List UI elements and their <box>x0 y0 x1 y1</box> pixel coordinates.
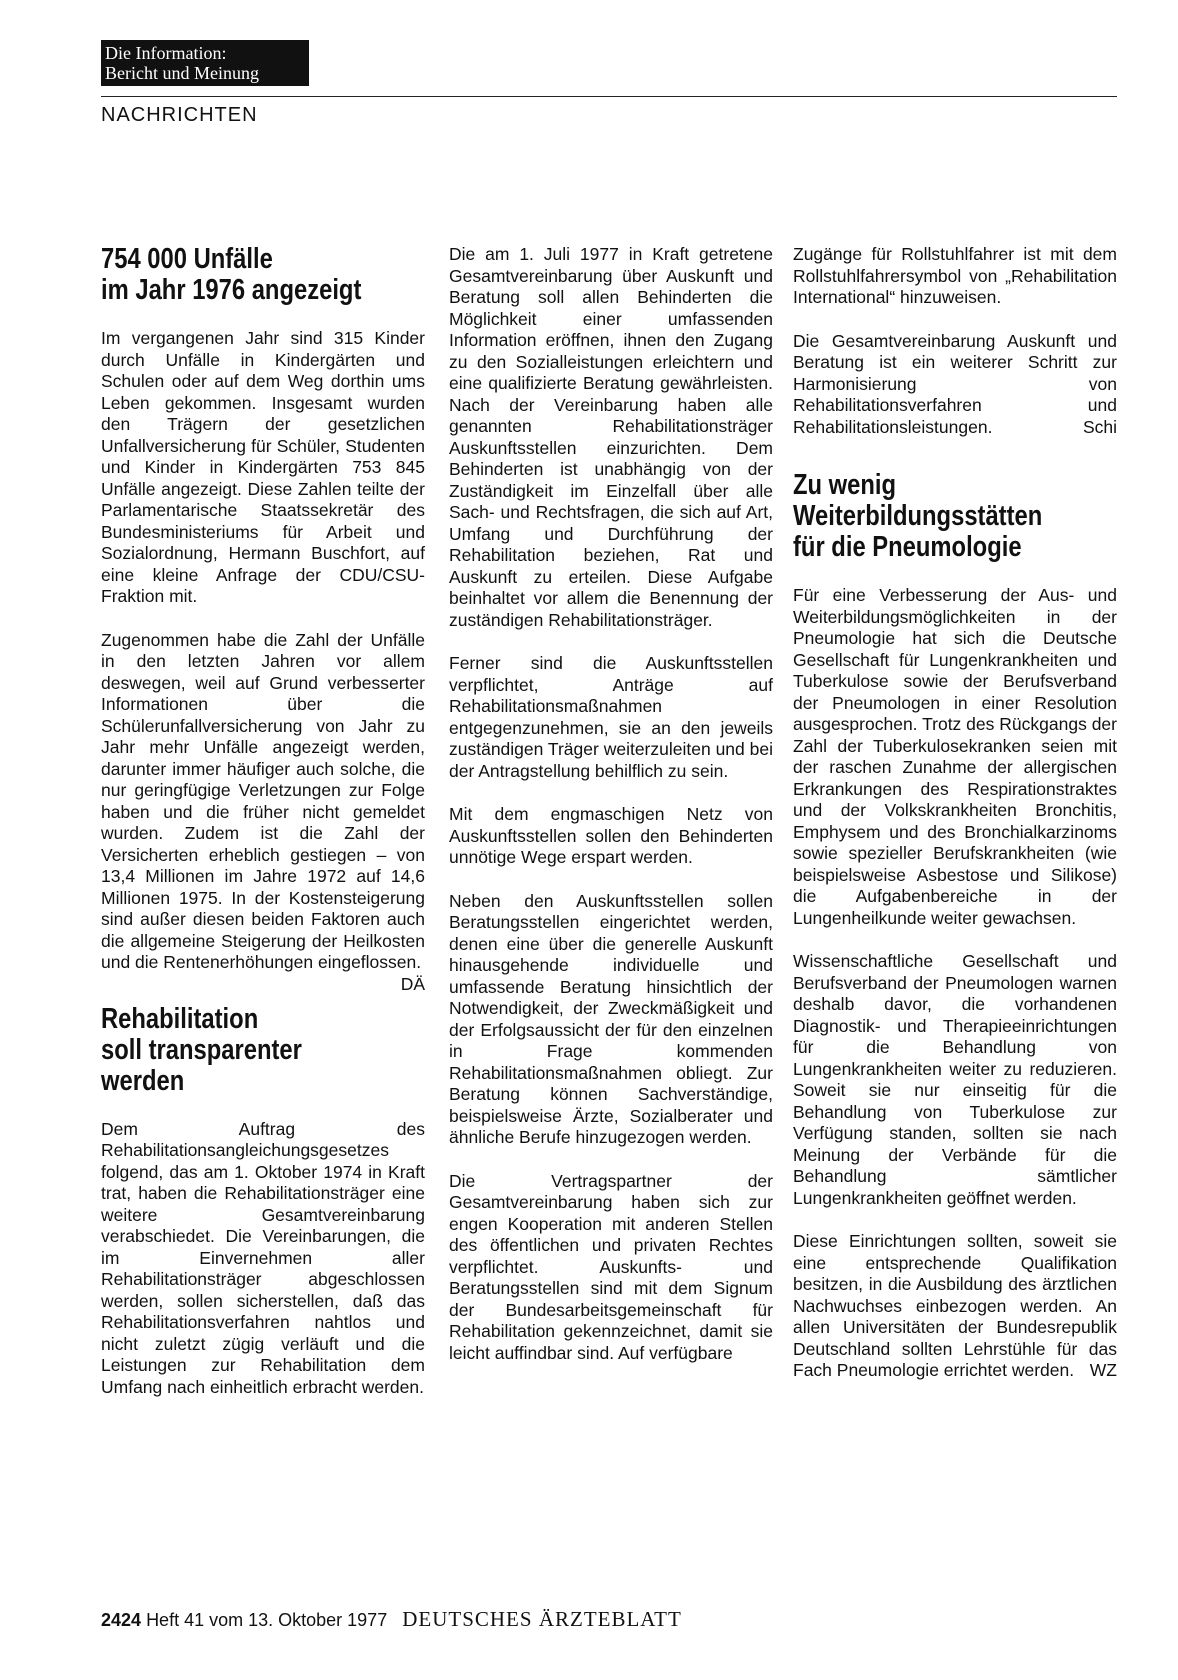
headline-line: soll transparenter <box>101 1033 302 1066</box>
article-2-paragraph: Ferner sind die Auskunftsstellen verpflichtet, Anträge auf Rehabilitationsmaßnahmen entgegenzunehmen, sie an den jeweils zuständigen Träger weiterzuleiten und bei der Antragstellung behilflich zu sein. <box>449 653 773 781</box>
article-1-paragraph: Im vergangenen Jahr sind 315 Kinder durch Unfälle in Kindergärten und Schulen oder auf dem Weg dorthin ums Leben gekommen. Insgesamt wurden den Trägern der gesetzlichen Unfallversicherung für Schüler, Studenten und Kinder in Kindergärten 753 845 Unfälle angezeigt. Diese Zahlen teilte der Parlamentarische Staatssekretär des Bundesministeriums für Arbeit und Sozialordnung, Hermann Buschfort, auf eine kleine Anfrage der CDU/CSU-Fraktion mit. <box>101 328 425 606</box>
article-3-paragraph: Für eine Verbesserung der Aus- und Weiterbildungsmöglichkeiten in der Pneumologie hat sich die Deutsche Gesellschaft für Lungenkrankheiten und Tuberkulose sowie der Berufsverband der Pneumologen in einer Resolution ausgesprochen. Trotz des Rückgangs der Zahl der Tuberkulosekranken seien mit der raschen Zunahme der allergischen Erkrankungen des Respirationstraktes und der Volkskrankheiten Bronchitis, Emphysem und des Bronchialkarzinoms sowie spezieller Berufskrankheiten (wie beispielsweise Asbestose und Silikose) die Aufgabenbereiche in der Lungenheilkunde weiter gewachsen. <box>793 585 1117 928</box>
article-2-paragraph: Zugänge für Rollstuhlfahrer ist mit dem Rollstuhlfahrersymbol von „Rehabilitation International“ hinzuweisen. <box>793 244 1117 307</box>
headline-line: Rehabilitation <box>101 1002 259 1035</box>
article-1-headline <box>101 244 367 306</box>
article-2-paragraph: Dem Auftrag des Rehabilitationsangleichungsgesetzes folgend, das am 1. Oktober 1974 in Kraft trat, haben die Rehabilitationsträger eine weitere Gesamtvereinbarung verabschiedet. Die Vereinbarungen, die im Einvernehmen aller Rehabilitationsträger abgeschlossen werden, sollen sicherstellen, daß das Rehabilitationsverfahren nahtlos und nicht zuletzt zügig verläuft und die Leistungen zur Rehabilitation dem Umfang nach einheitlich erbracht werden. <box>101 1118 425 1397</box>
article-1-paragraph-text: Zugenommen habe die Zahl der Unfälle in den letzten Jahren vor allem deswegen, weil auf Grund verbesserter Informationen über die Schülerunfallversicherung von Jahr zu Jahr mehr Unfälle angezeigt werden, darunter immer häufiger auch solche, die nur geringfügige Verletzungen zur Folge haben und die früher nicht gemeldet wurden. Zudem ist die Zahl der Versicherten erheblich gestiegen – von 13,4 Millionen im Jahre 1972 auf 14,6 Millionen 1975. In der Kostensteigerung sind außer diesen beiden Faktoren auch die allgemeine Steigerung der Heilkosten und die Rentenerhöhungen eingeflossen. <box>101 629 425 972</box>
rubric-line-1: Die Information: <box>105 43 227 63</box>
article-2-paragraph: Die am 1. Juli 1977 in Kraft getretene Gesamtvereinbarung über Auskunft und Beratung soll allen Behinderten die Möglichkeit einer umfassenden Information eröffnen, ihnen den Zugang zu den Sozialleistungen erleichtern und eine qualifizierte Beratung gewährleisten. Nach der Vereinbarung haben alle genannten Rehabilitationsträger Auskunftsstellen einzurichten. Dem Behinderten ist unabhängig von der Zuständigkeit im Einzelfall über alle Sach- und Rechtsfragen, die sich auf Art, Umfang und Durchführung der Rehabilitation beziehen, Rat und Auskunft zu erteilen. Diese Aufgabe beinhaltet vor allem die Benennung der zuständigen Rehabilitationsträger. <box>449 244 773 630</box>
article-2-paragraph: Mit dem engmaschigen Netz von Auskunftsstellen sollen den Behinderten unnötige Wege erspart werden. <box>449 804 773 867</box>
author-signature: Schi <box>1082 416 1117 437</box>
column-3 <box>793 244 1117 1404</box>
author-signature: DÄ <box>400 973 425 994</box>
article-3-paragraph <box>793 1231 1117 1382</box>
headline-line: im Jahr 1976 angezeigt <box>101 274 362 306</box>
column-1 <box>101 244 425 1420</box>
headline-line: werden <box>101 1064 185 1097</box>
article-2-paragraph <box>793 331 1117 439</box>
issue-info: Heft 41 vom 13. Oktober 1977 <box>146 1610 388 1630</box>
headline-line: Weiterbildungsstätten <box>793 500 1043 532</box>
article-2-paragraph: Die Vertragspartner der Gesamtvereinbarung haben sich zur engen Kooperation mit anderen Stellen des öffentlichen und privaten Rechtes verpflichtet. Auskunfts- und Beratungsstellen sind mit dem Signum der Bundesarbeitsgemeinschaft für Rehabilitation gekennzeichnet, damit sie leicht auffindbar sind. Auf verfügbare <box>449 1170 773 1363</box>
page-number: 2424 <box>101 1610 142 1630</box>
article-3-headline <box>793 470 1059 563</box>
article-2-paragraph: Neben den Auskunftsstellen sollen Beratungsstellen eingerichtet werden, denen eine über die generelle Auskunft hinausgehende individuelle und umfassende Beratung hinsichtlich der Notwendigkeit, der Zweckmäßigkeit und der Erfolgsaussicht der für den einzelnen in Frage kommenden Rehabilitationsmaßnahmen obliegt. Zur Beratung können Sachverständige, beispielsweise Ärzte, Sozialberater und ähnliche Berufe hinzugezogen werden. <box>449 890 773 1147</box>
article-1-paragraph <box>101 629 425 994</box>
headline-line: Zu wenig <box>793 469 897 501</box>
article-3-paragraph-text: Diese Einrichtungen sollten, soweit sie eine entsprechende Qualifikation besitzen, in die Ausbildung des ärztlichen Nachwuchses einbezogen werden. An allen Universitäten der Bundesrepublik Deutschland sollten Lehrstühle für das Fach Pneumologie errichtet werden. <box>793 1231 1117 1380</box>
magazine-title: DEUTSCHES ÄRZTEBLATT <box>402 1607 682 1631</box>
column-2 <box>449 244 773 1386</box>
page-footer <box>101 1607 682 1632</box>
rubric-line-2: Bericht und Meinung <box>105 63 259 83</box>
header-rule <box>101 96 1117 97</box>
headline-line: 754 000 Unfälle <box>101 243 273 275</box>
article-3-paragraph: Wissenschaftliche Gesellschaft und Berufsverband der Pneumologen warnen deshalb davor, die vorhandenen Diagnostik- und Therapieeinrichtungen für die Behandlung von Lungenkrankheiten weiter zu reduzieren. Soweit sie nur einseitig für die Behandlung von Tuberkulose zur Verfügung standen, sollten sie nach Meinung der Verbände für die Behandlung sämtlicher Lungenkrankheiten geöffnet werden. <box>793 951 1117 1208</box>
section-label: NACHRICHTEN <box>101 104 258 126</box>
article-2-paragraph-text: Die Gesamtvereinbarung Auskunft und Beratung ist ein weiterer Schritt zur Harmonisierung von Rehabilitationsverfahren und Rehabilitationsleistungen. <box>793 330 1117 437</box>
author-signature: WZ <box>1089 1360 1117 1380</box>
rubric-badge <box>101 40 309 86</box>
article-2-headline <box>101 1004 367 1097</box>
headline-line: für die Pneumologie <box>793 531 1022 563</box>
